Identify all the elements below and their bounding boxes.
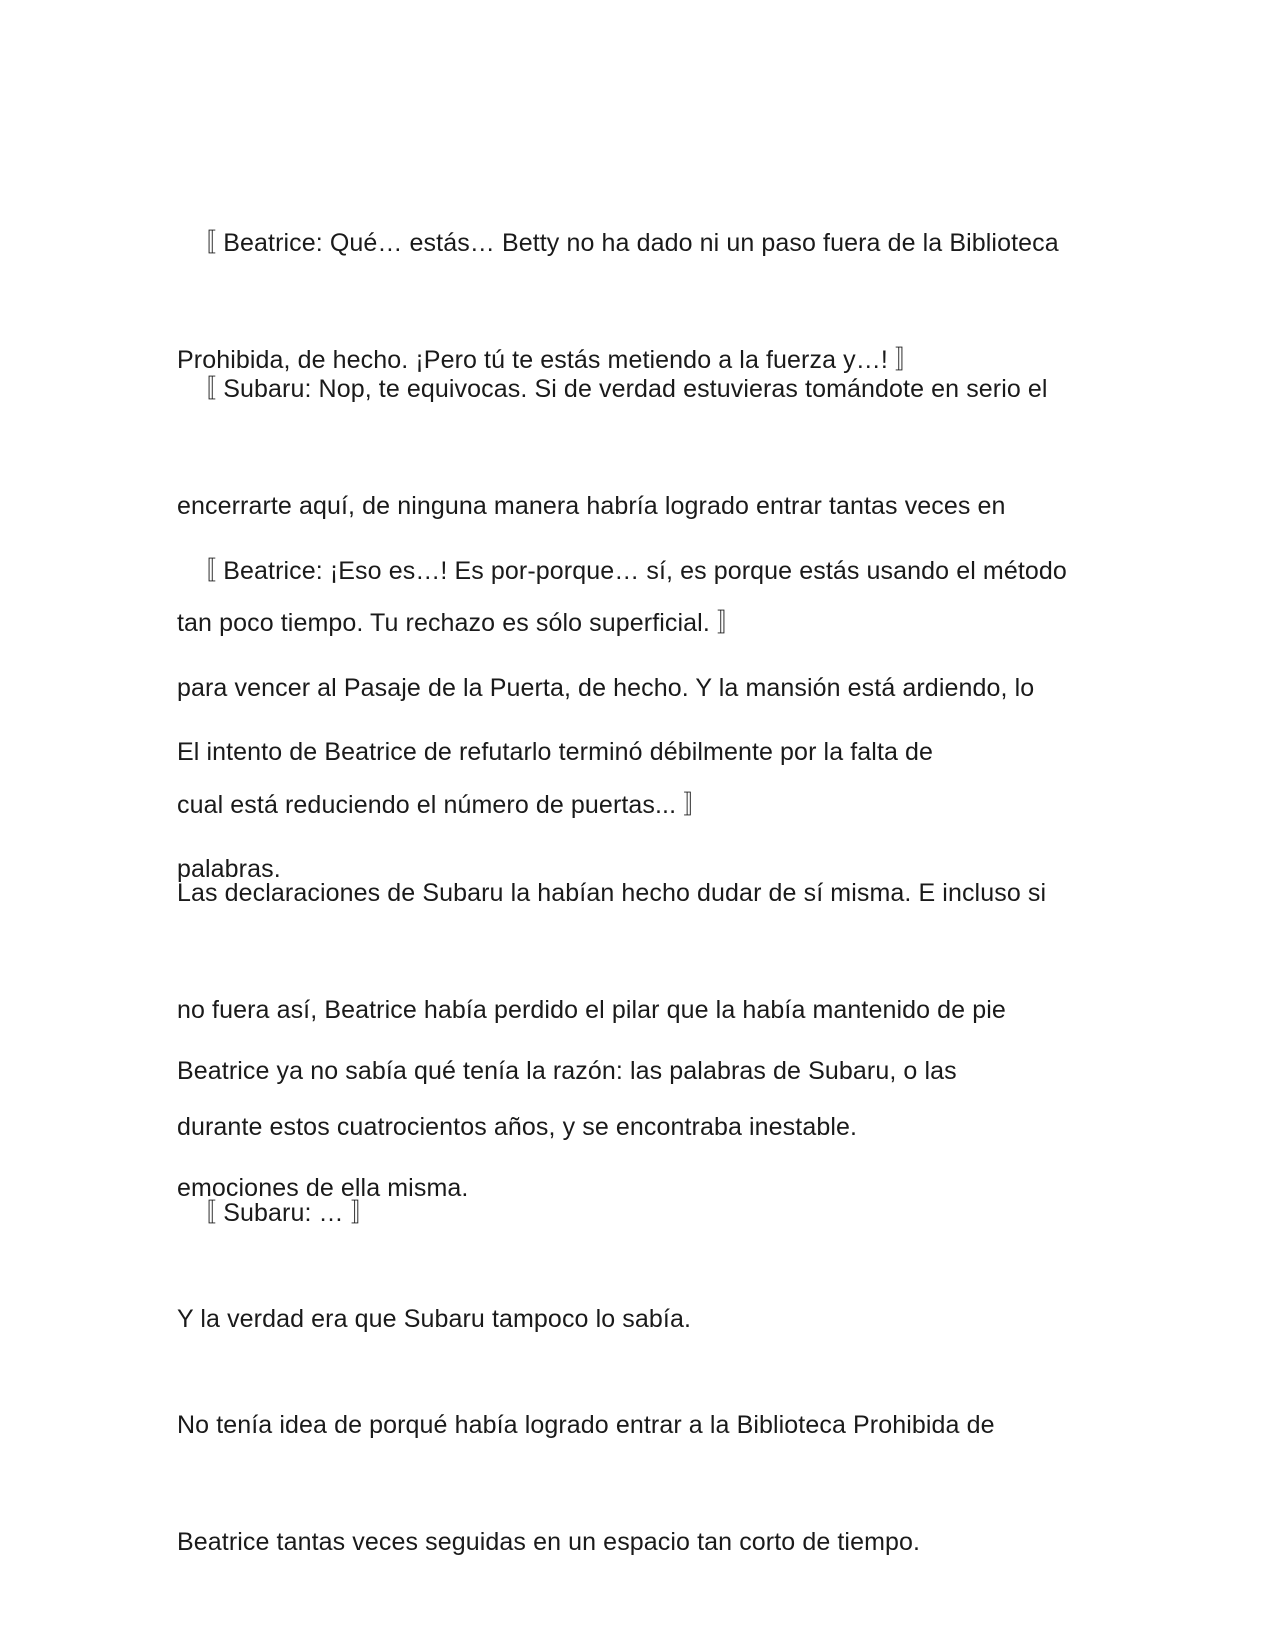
text-line: tan poco tiempo. Tu rechazo es sólo superficial. 〛 [177, 609, 743, 637]
text-line: El intento de Beatrice de refutarlo terminó débilmente por la falta de [177, 738, 934, 766]
text-line: Beatrice tantas veces seguidas en un espacio tan corto de tiempo. [177, 1528, 921, 1556]
text-line: para vencer al Pasaje de la Puerta, de hecho. Y la mansión está ardiendo, lo [177, 674, 1035, 702]
text-line: emociones de ella misma. [177, 1174, 469, 1202]
text-line: durante estos cuatrocientos años, y se encontraba inestable. [177, 1113, 858, 1141]
text-line: Beatrice ya no sabía qué tenía la razón: las palabras de Subaru, o las [177, 1057, 957, 1085]
text-line: Prohibida, de hecho. ¡Pero tú te estás metiendo a la fuerza y…! 〛 [177, 346, 921, 374]
text-line: no fuera así, Beatrice había perdido el pilar que la había mantenido de pie [177, 996, 1006, 1024]
text-line: encerrarte aquí, de ninguna manera habría logrado entrar tantas veces en [177, 492, 1006, 520]
paragraph-narration-5 [177, 1328, 1097, 1640]
text-line: 〚 Beatrice: Qué… estás… Betty no ha dado ni un paso fuera de la Biblioteca [177, 229, 1059, 257]
text-line: Las declaraciones de Subaru la habían hecho dudar de sí misma. E incluso si [177, 879, 1047, 907]
text-line: Y la verdad era que Subaru tampoco lo sabía. [177, 1305, 691, 1333]
text-line: palabras. [177, 855, 281, 883]
text-line: 〚 Subaru: … 〛 [177, 1199, 376, 1227]
text-line: cual está reduciendo el número de puertas... 〛 [177, 791, 709, 819]
text-line: No tenía idea de porqué había logrado entrar a la Biblioteca Prohibida de [177, 1411, 995, 1439]
text-line: 〚 Beatrice: ¡Eso es…! Es por-porque… sí, es porque estás usando el método [177, 557, 1067, 585]
text-line: 〚 Subaru: Nop, te equivocas. Si de verdad estuvieras tomándote en serio el [177, 375, 1048, 403]
